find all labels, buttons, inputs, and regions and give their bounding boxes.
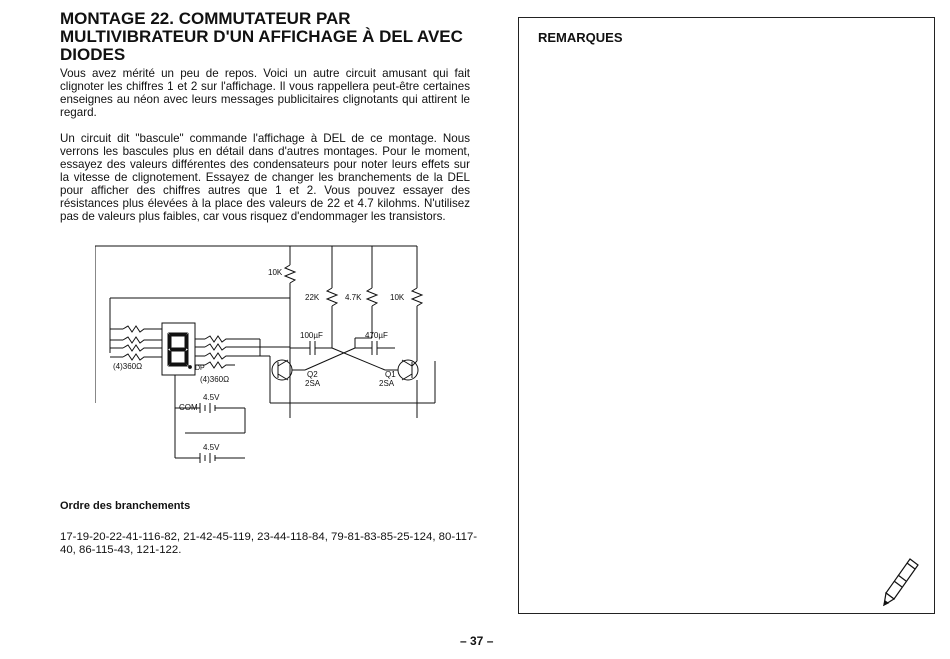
label-q2-type: 2SA	[305, 379, 321, 388]
label-q2: Q2	[307, 370, 318, 379]
label-r-47k: 4.7K	[345, 293, 362, 302]
label-bat1: 4.5V	[203, 393, 220, 402]
label-q1: Q1	[385, 370, 396, 379]
remarks-title: REMARQUES	[538, 30, 623, 45]
explanation-paragraph: Un circuit dit "bascule" commande l'affichage à DEL de ce montage. Nous verrons les bascules plus en détail dans d'autres montages. Pour le moment, essayez des valeurs différentes des condensateurs pour noter leurs effets sur la vitesse de clignotement. Essayez de changer les branchements de la DEL pour afficher des chiffres autres que 1 et 2. Vous pouvez essayer des résistances plus élevées à la place des valeurs de 22 et 4.7 kilohms. N'utilisez pas de valeurs plus faibles, car vous risquez d'endommager les transistors.	[60, 132, 470, 223]
label-res-right: (4)360Ω	[200, 375, 230, 384]
label-res-left: (4)360Ω	[113, 362, 143, 371]
label-dp: DP	[195, 365, 205, 372]
label-c1: 100µF	[300, 331, 323, 340]
label-r-22k: 22K	[305, 293, 320, 302]
page-number: – 37 –	[460, 634, 494, 648]
order-sequence: 17-19-20-22-41-116-82, 21-42-45-119, 23-44-118-84, 79-81-83-85-25-124, 80-117-40, 86-115-43, 121-122.	[60, 531, 478, 556]
label-c2: 470µF	[365, 331, 388, 340]
order-heading: Ordre des branchements	[60, 500, 191, 512]
pencil-icon	[880, 557, 920, 607]
page-title: MONTAGE 22. COMMUTATEUR PAR MULTIVIBRATEUR D'UN AFFICHAGE À DEL AVEC DIODES	[60, 9, 463, 64]
label-r-top: 10K	[268, 268, 283, 277]
label-bat2: 4.5V	[203, 443, 220, 452]
label-r-10k: 10K	[390, 293, 405, 302]
circuit-diagram	[95, 243, 450, 473]
intro-paragraph: Vous avez mérité un peu de repos. Voici un autre circuit amusant qui fait clignoter les chiffres 1 et 2 sur l'affichage. Il vous rappellera peut-être certaines enseignes au néon avec leurs messages publicitaires clignotants qui attirent le regard.	[60, 67, 470, 119]
remarks-box	[518, 17, 935, 614]
label-q1-type: 2SA	[379, 379, 395, 388]
label-com: COM	[179, 403, 198, 412]
